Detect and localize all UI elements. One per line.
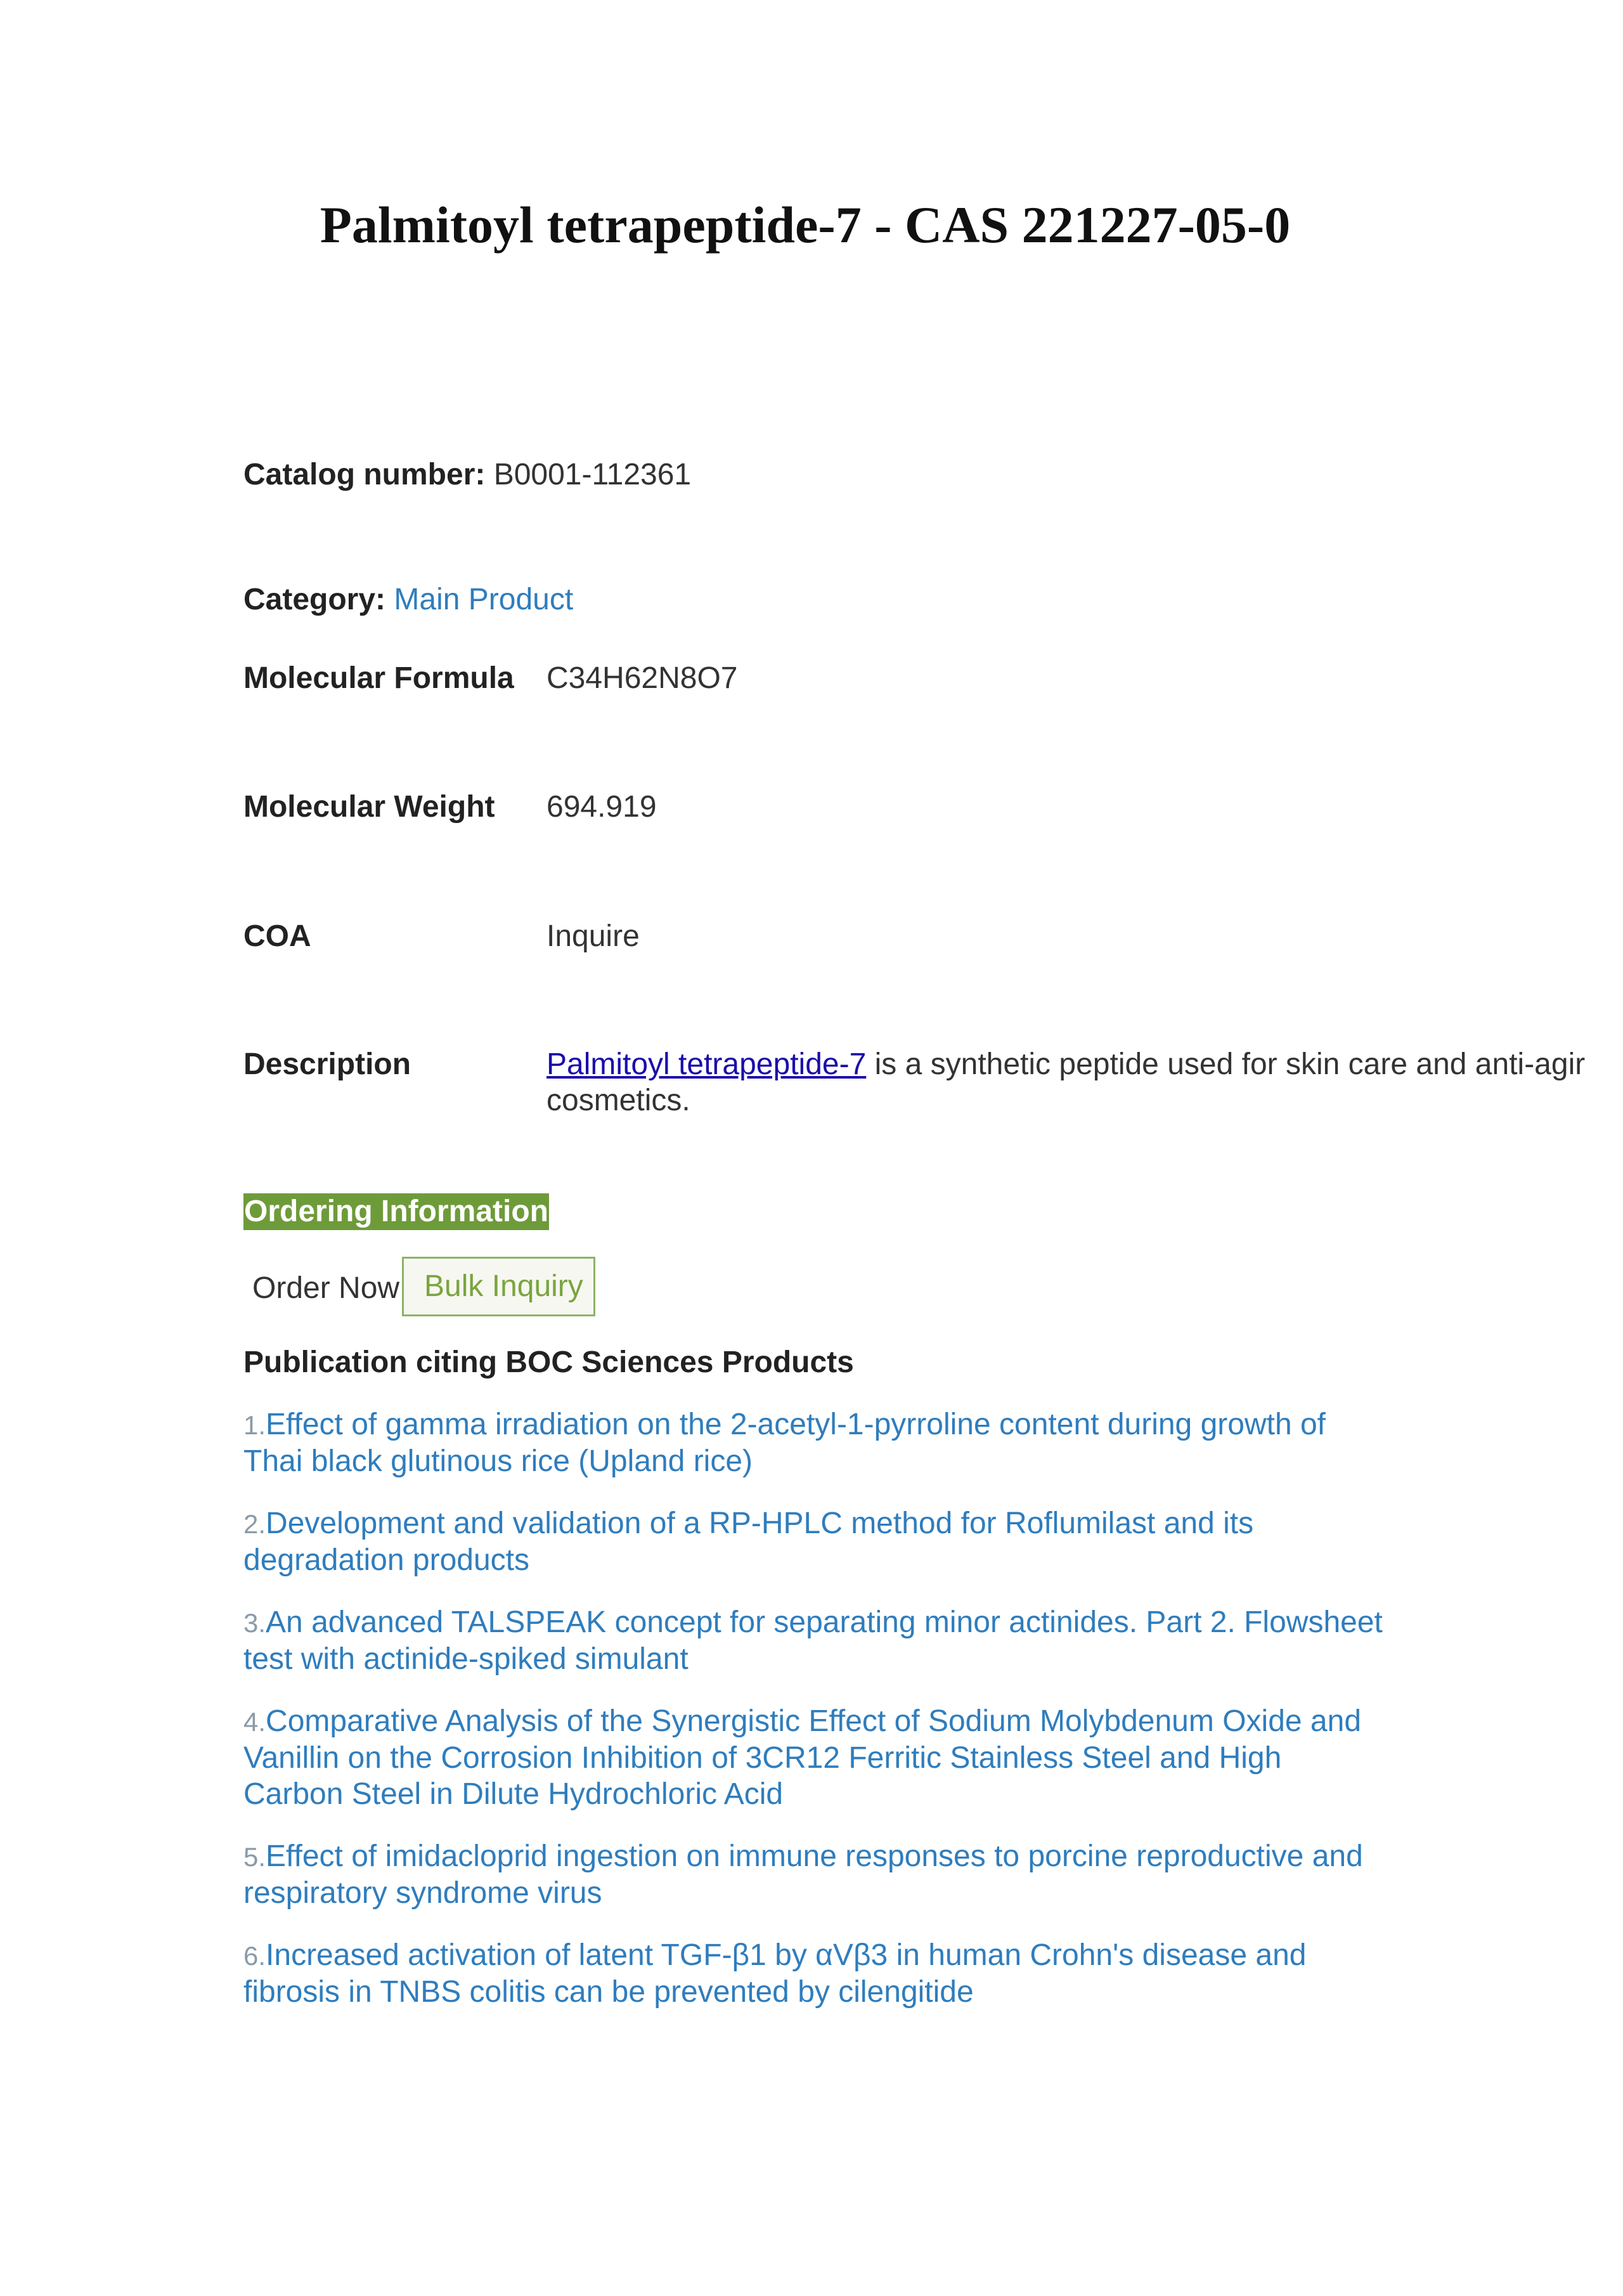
publication-item[interactable] bbox=[243, 1406, 1385, 1479]
publication-item[interactable] bbox=[243, 1604, 1385, 1677]
publication-number: 4. bbox=[243, 1707, 266, 1737]
publication-number: 1. bbox=[243, 1410, 266, 1440]
publication-title[interactable]: Effect of gamma irradiation on the 2-acetyl-1-pyrroline content during growth of Thai black glutinous rice (Upland rice) bbox=[243, 1408, 1326, 1478]
publication-number: 6. bbox=[243, 1941, 266, 1971]
publication-number: 5. bbox=[243, 1842, 266, 1872]
description-line-1 bbox=[546, 1046, 1585, 1082]
molecular-weight-value: 694.919 bbox=[546, 790, 657, 824]
molecular-formula-value: C34H62N8O7 bbox=[546, 661, 738, 695]
publications-heading: Publication citing BOC Sciences Products bbox=[243, 1346, 854, 1379]
order-now-button[interactable]: Order Now bbox=[252, 1271, 400, 1305]
catalog-value: B0001-112361 bbox=[493, 458, 692, 491]
publication-title[interactable]: Increased activation of latent TGF-β1 by αVβ3 in human Crohn's disease and fibrosis in TNBS colitis can be prevented by cilengitide bbox=[243, 1938, 1307, 2009]
category-label: Category: bbox=[243, 583, 386, 616]
page-title: Palmitoyl tetrapeptide-7 - CAS 221227-05-0 bbox=[320, 196, 1291, 254]
bulk-inquiry-button[interactable]: Bulk Inquiry bbox=[402, 1257, 595, 1316]
publication-title[interactable]: Effect of imidacloprid ingestion on immune responses to porcine reproductive and respiratory syndrome virus bbox=[243, 1839, 1363, 1910]
catalog-label: Catalog number: bbox=[243, 458, 486, 491]
coa-inquire-link[interactable]: Inquire bbox=[546, 919, 640, 953]
molecular-formula-label: Molecular Formula bbox=[243, 661, 514, 695]
description-label: Description bbox=[243, 1047, 411, 1081]
publication-title[interactable]: Development and validation of a RP-HPLC method for Roflumilast and its degradation products bbox=[243, 1507, 1254, 1577]
category bbox=[243, 581, 573, 618]
publication-item[interactable] bbox=[243, 1937, 1385, 2010]
catalog-number bbox=[243, 457, 691, 493]
description-line-1-text: is a synthetic peptide used for skin care and anti-agir bbox=[866, 1047, 1586, 1081]
molecular-weight-label: Molecular Weight bbox=[243, 790, 495, 824]
publication-number: 2. bbox=[243, 1509, 266, 1539]
category-link[interactable]: Main Product bbox=[394, 583, 574, 616]
description-text bbox=[546, 1046, 1585, 1119]
description-line-2: cosmetics. bbox=[546, 1084, 690, 1117]
publication-item[interactable] bbox=[243, 1838, 1385, 1911]
coa-label: COA bbox=[243, 919, 311, 953]
description-product-link[interactable]: Palmitoyl tetrapeptide-7 bbox=[546, 1047, 867, 1081]
publication-title[interactable]: An advanced TALSPEAK concept for separating minor actinides. Part 2. Flowsheet test with actinide-spiked simulant bbox=[243, 1605, 1383, 1676]
publication-list bbox=[243, 1406, 1385, 2036]
ordering-information-heading: Ordering Information bbox=[243, 1193, 549, 1230]
publication-title[interactable]: Comparative Analysis of the Synergistic Effect of Sodium Molybdenum Oxide and Vanillin on the Corrosion Inhibition of 3CR12 Ferritic Stainless Steel and High Carbon Steel in Dilute Hydrochloric Acid bbox=[243, 1704, 1362, 1811]
publication-item[interactable] bbox=[243, 1703, 1385, 1812]
publication-number: 3. bbox=[243, 1608, 266, 1638]
publication-item[interactable] bbox=[243, 1505, 1385, 1578]
